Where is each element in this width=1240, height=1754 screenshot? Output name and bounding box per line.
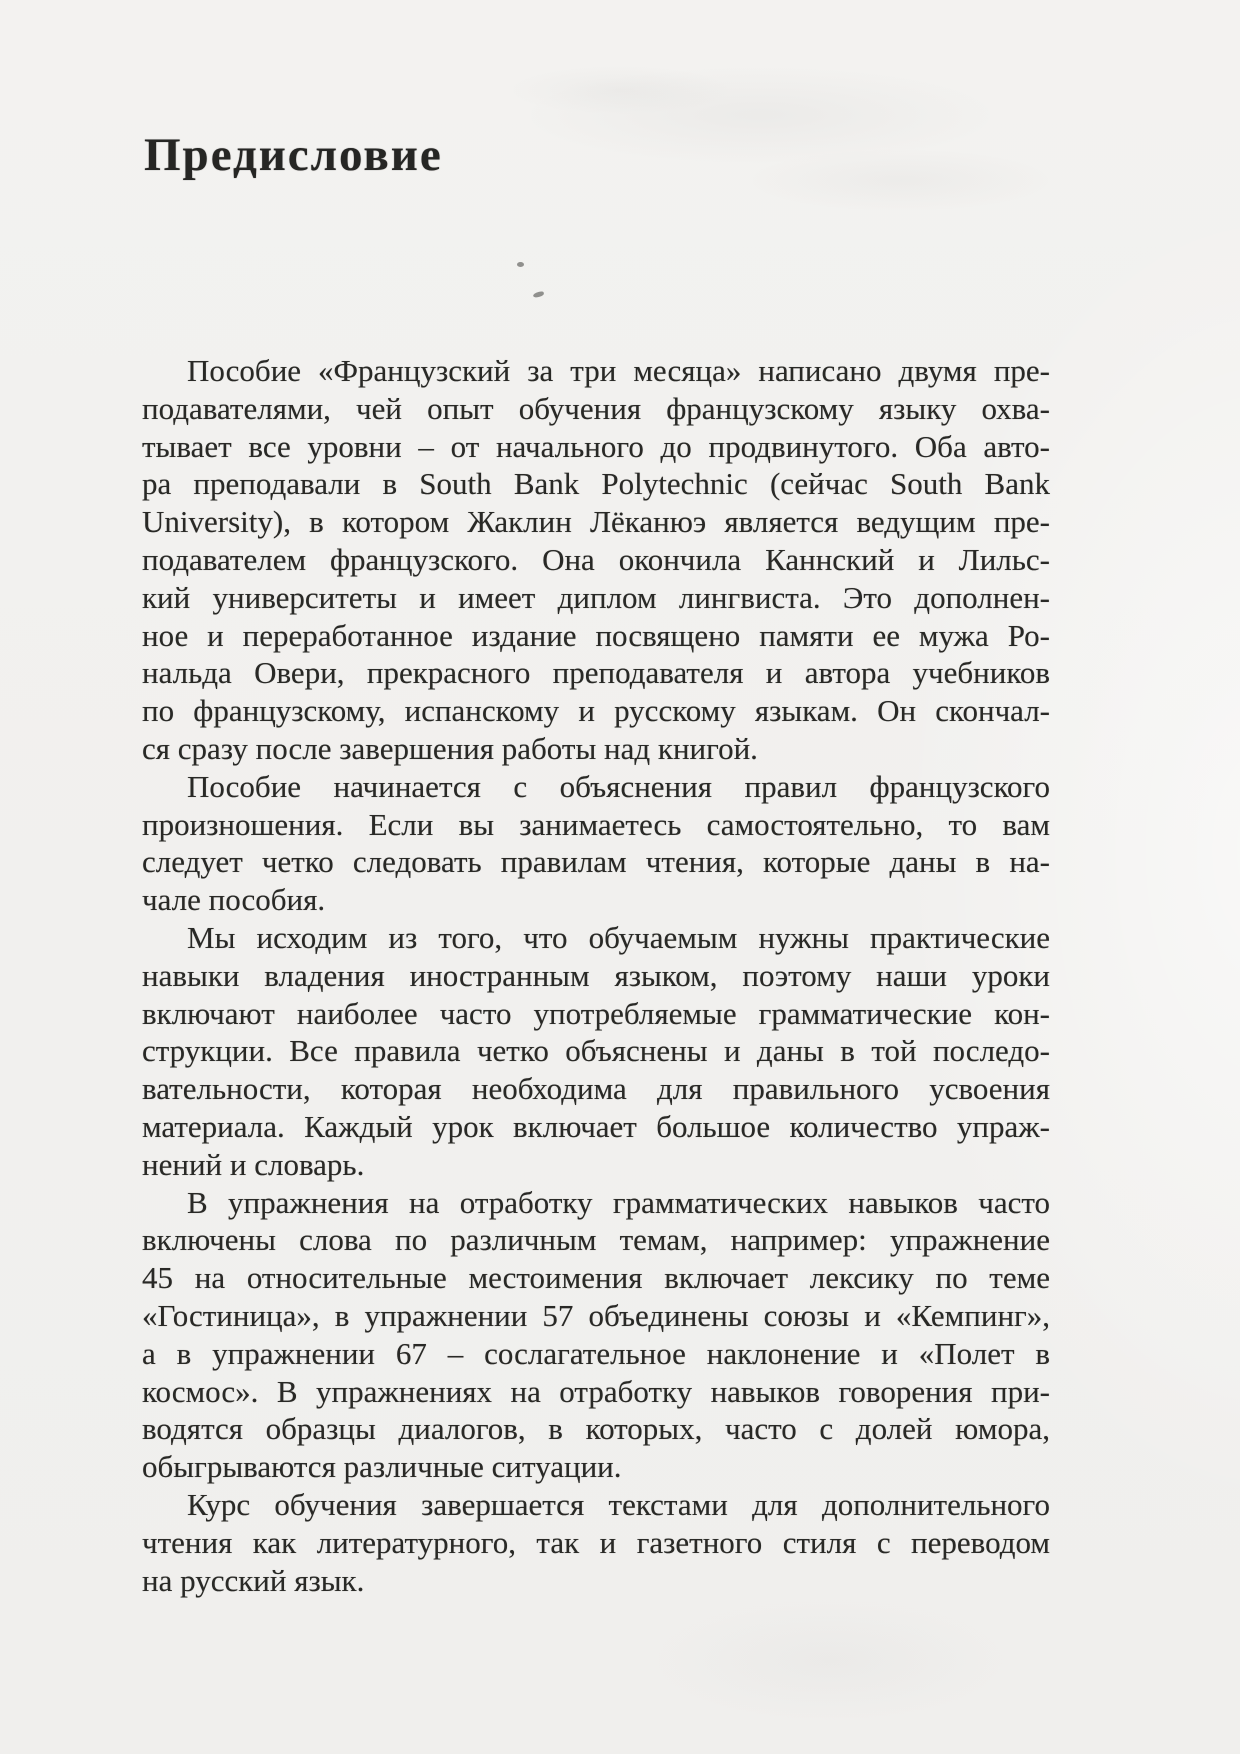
text-line: на русский язык. xyxy=(142,1562,365,1598)
text-line: ное и переработанное издание посвящено памяти ее мужа Ро- xyxy=(142,617,1050,653)
scan-speck xyxy=(533,291,545,299)
text-line: Пособие начинается с объяснения правил французского xyxy=(187,768,1050,804)
text-line: включают наиболее часто употребляемые грамматические кон- xyxy=(142,995,1050,1031)
text-line: тывает все уровни – от начального до продвинутого. Оба авто- xyxy=(142,428,1050,464)
text-line: В упражнения на отработку грамматических навыков часто xyxy=(187,1184,1050,1220)
text-line: подавателем французского. Она окончила Каннский и Лильс- xyxy=(142,541,1050,577)
text-line: следует четко следовать правилам чтения, которые даны в на- xyxy=(142,844,1050,880)
text-line: струкции. Все правила четко объяснены и даны в той последо- xyxy=(142,1033,1050,1069)
text-line: включены слова по различным темам, например: упражнение xyxy=(142,1222,1050,1258)
paragraph xyxy=(142,919,1050,1184)
text-line: чтения как литературного, так и газетного стиля с переводом xyxy=(142,1524,1050,1560)
paragraph xyxy=(142,1486,1050,1599)
text-line: кий университеты и имеет диплом лингвиста. Это дополнен- xyxy=(142,579,1050,615)
paragraph xyxy=(142,1184,1050,1486)
text-line: вательности, которая необходима для правильного усвоения xyxy=(142,1071,1050,1107)
text-line: произношения. Если вы занимаетесь самостоятельно, то вам xyxy=(142,806,1050,842)
text-line: Мы исходим из того, что обучаемым нужны практические xyxy=(187,919,1050,955)
text-line: по французскому, испанскому и русскому языкам. Он скончал- xyxy=(142,693,1050,729)
text-line: 45 на относительные местоимения включает лексику по теме xyxy=(142,1260,1050,1296)
text-line: Пособие «Французский за три месяца» написано двумя пре- xyxy=(187,353,1050,388)
text-line: ся сразу после завершения работы над книгой. xyxy=(142,730,758,766)
text-line: University), в котором Жаклин Лёканюэ является ведущим пре- xyxy=(142,504,1050,540)
text-line: обыгрываются различные ситуации. xyxy=(142,1449,622,1485)
text-line: «Гостиница», в упражнении 57 объединены союзы и «Кемпинг», xyxy=(142,1297,1050,1333)
text-line: космос». В упражнениях на отработку навыков говорения при- xyxy=(142,1373,1050,1409)
text-line: подавателями, чей опыт обучения французскому языку охва- xyxy=(142,390,1050,426)
text-line: нений и словарь. xyxy=(142,1146,365,1182)
paragraph xyxy=(142,352,1050,768)
text-line: ра преподавали в South Bank Polytechnic (сейчас South Bank xyxy=(142,466,1050,502)
page-title: Предисловие xyxy=(144,129,443,181)
text-line: водятся образцы диалогов, в которых, часто с долей юмора, xyxy=(142,1411,1050,1447)
scan-speck xyxy=(517,262,524,267)
text-line: нальда Овери, прекрасного преподавателя и автора учебников xyxy=(142,655,1050,691)
paragraph xyxy=(142,768,1050,919)
text-line: материала. Каждый урок включает большое количество упраж- xyxy=(142,1108,1050,1144)
text-line: Курс обучения завершается текстами для дополнительного xyxy=(187,1486,1050,1522)
text-line: навыки владения иностранным языком, поэтому наши уроки xyxy=(142,957,1050,993)
text-line: чале пособия. xyxy=(142,882,326,918)
preface-text xyxy=(142,352,1050,1599)
text-line: а в упражнении 67 – сослагательное наклонение и «Полет в xyxy=(142,1335,1050,1371)
